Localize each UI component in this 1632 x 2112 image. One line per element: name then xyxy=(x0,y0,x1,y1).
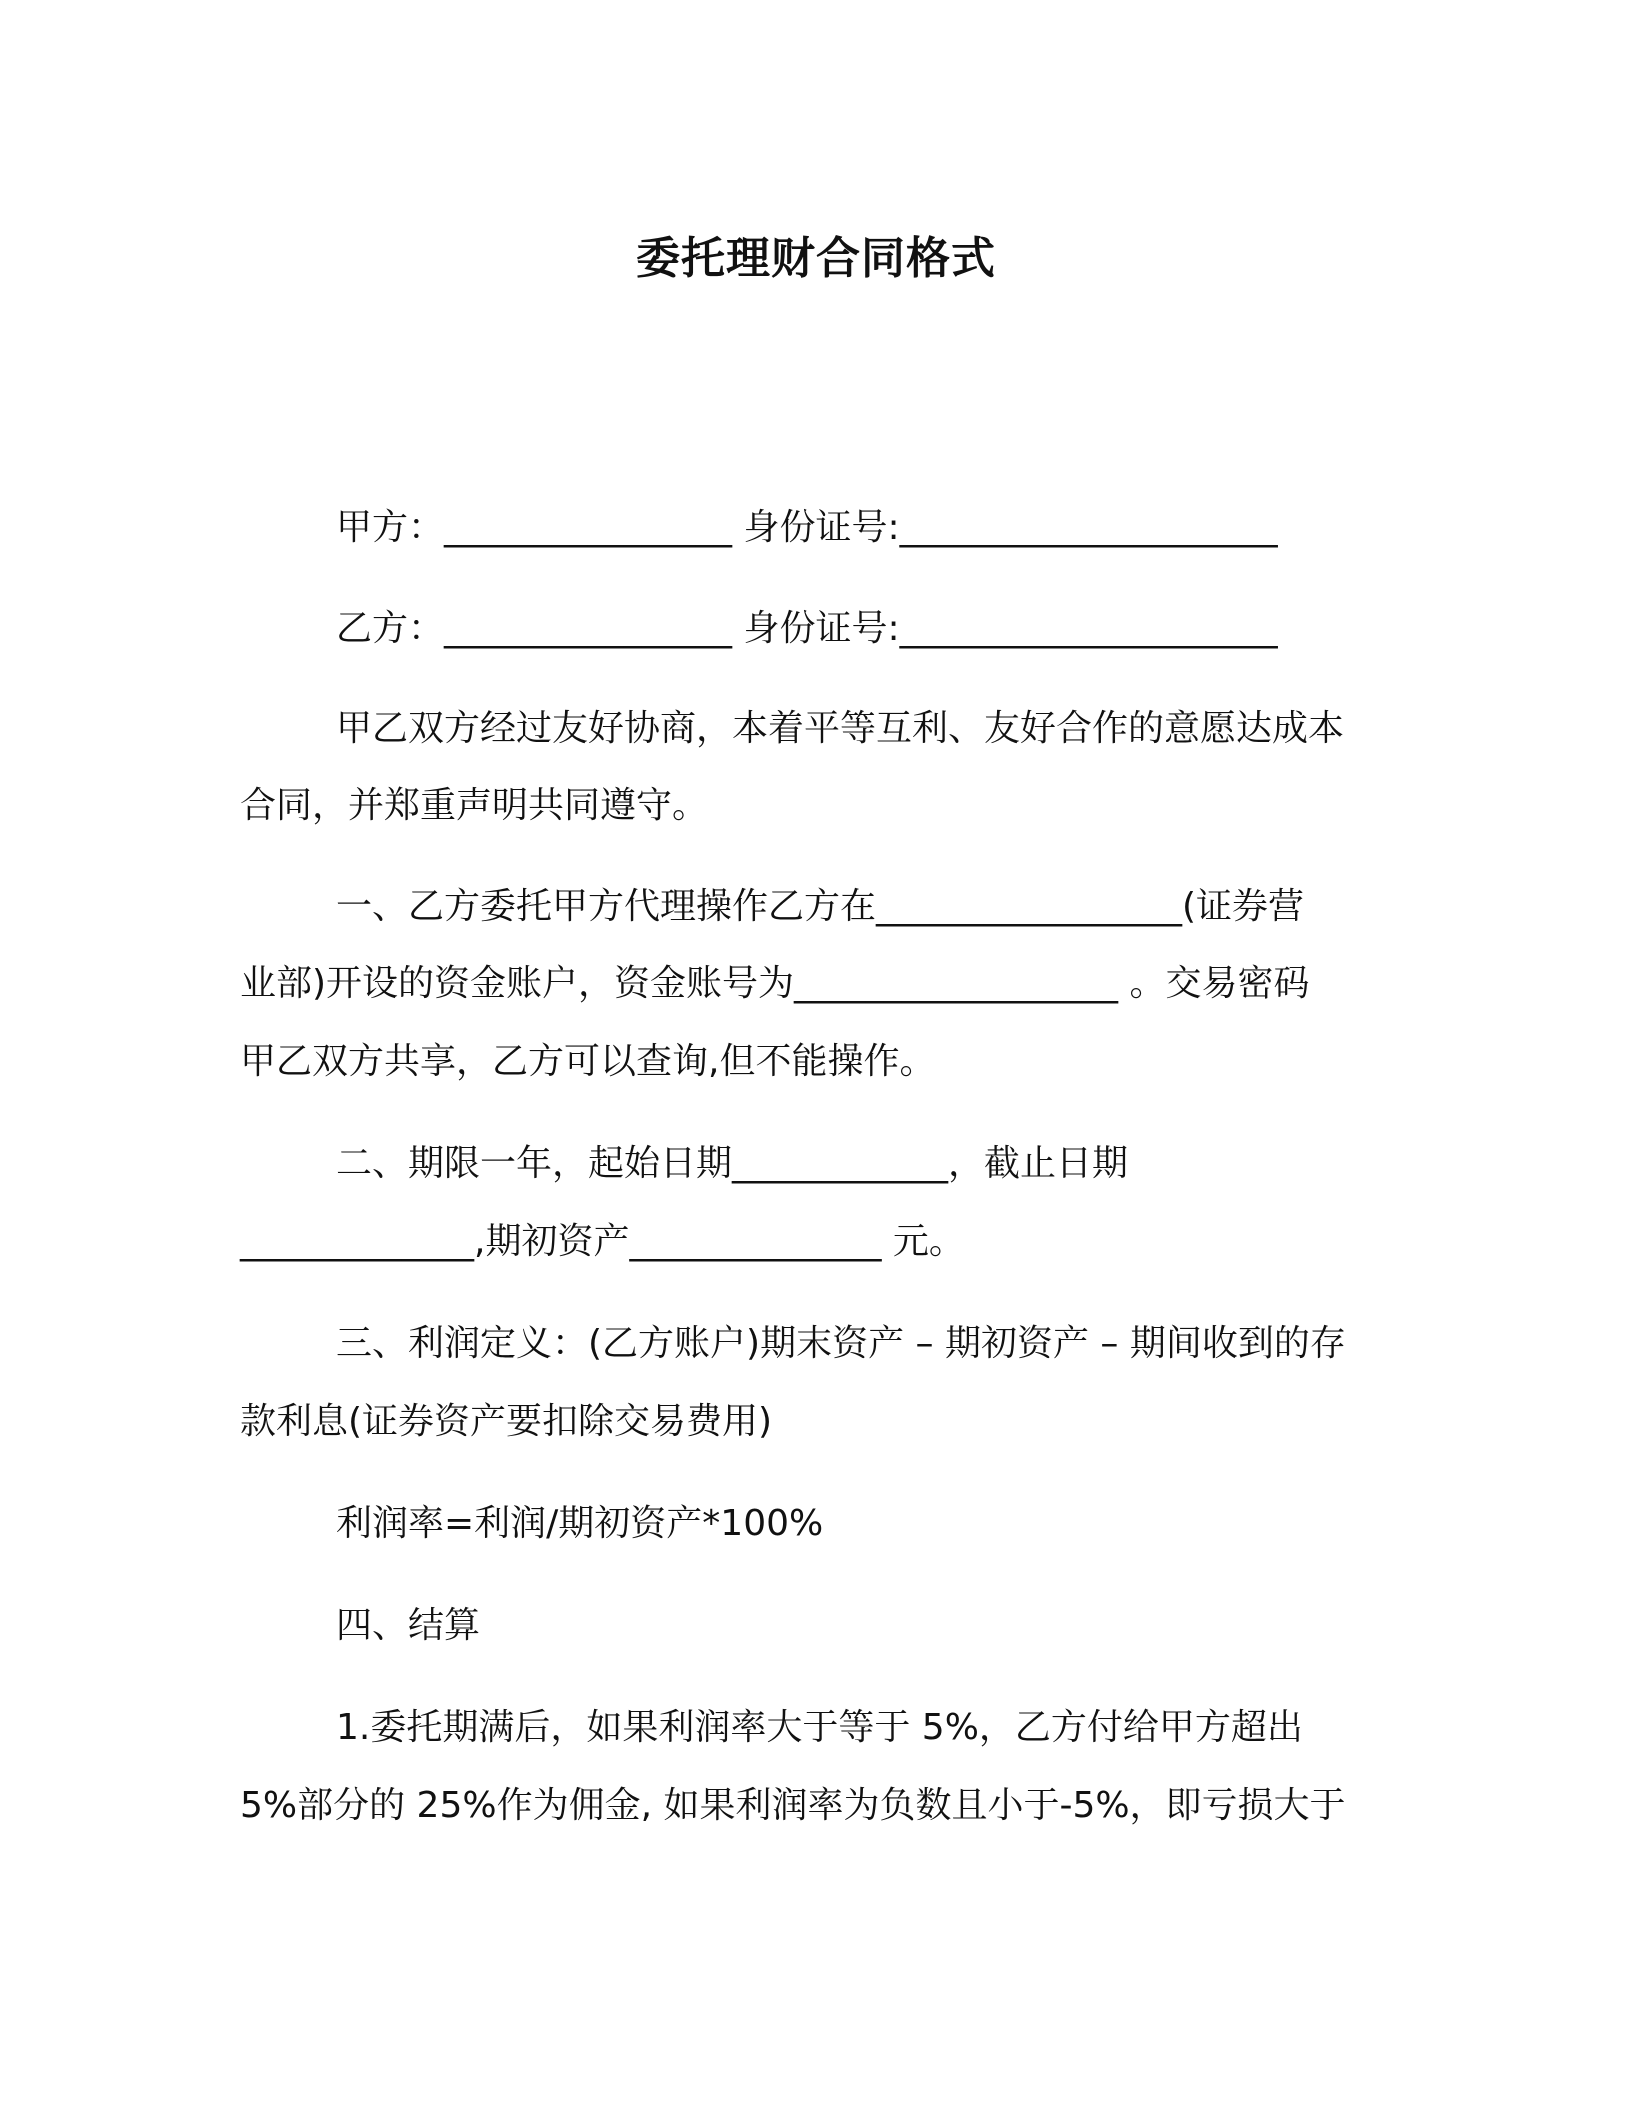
document-title: 委托理财合同格式 xyxy=(636,233,996,284)
clause-4-heading: 四、结算 xyxy=(336,1605,481,1646)
clause-1-line-3: 甲乙双方共享，乙方可以查询,但不能操作。 xyxy=(240,1041,936,1082)
clause-3-line-1: 三、利润定义：(乙方账户)期末资产 – 期初资产 – 期间收到的存 xyxy=(336,1323,1346,1364)
clause-2-line-1: 二、期限一年，起始日期____________，截止日期 xyxy=(336,1143,1129,1184)
party-a-line: 甲方：________________ 身份证号:_____________________ xyxy=(336,507,1278,548)
party-b-line: 乙方：________________ 身份证号:_____________________ xyxy=(336,608,1278,649)
clause-2-line-2: _____________,期初资产______________ 元。 xyxy=(240,1221,965,1262)
clause-3-line-2: 款利息(证券资产要扣除交易费用) xyxy=(240,1401,773,1442)
intro-paragraph-line-1: 甲乙双方经过友好协商，本着平等互利、友好合作的意愿达成本 xyxy=(336,708,1345,749)
clause-4-item-1-line-1: 1.委托期满后，如果利润率大于等于 5%，乙方付给甲方超出 xyxy=(336,1707,1303,1748)
clause-4-item-1-line-2: 5%部分的 25%作为佣金, 如果利润率为负数且小于-5%，即亏损大于 xyxy=(240,1785,1346,1826)
profit-rate-formula: 利润率=利润/期初资产*100% xyxy=(336,1503,824,1544)
intro-paragraph-line-2: 合同，并郑重声明共同遵守。 xyxy=(240,785,709,826)
clause-1-line-1: 一、乙方委托甲方代理操作乙方在_________________(证券营 xyxy=(336,886,1305,927)
clause-1-line-2: 业部)开设的资金账户，资金账号为__________________ 。交易密码 xyxy=(240,963,1310,1004)
